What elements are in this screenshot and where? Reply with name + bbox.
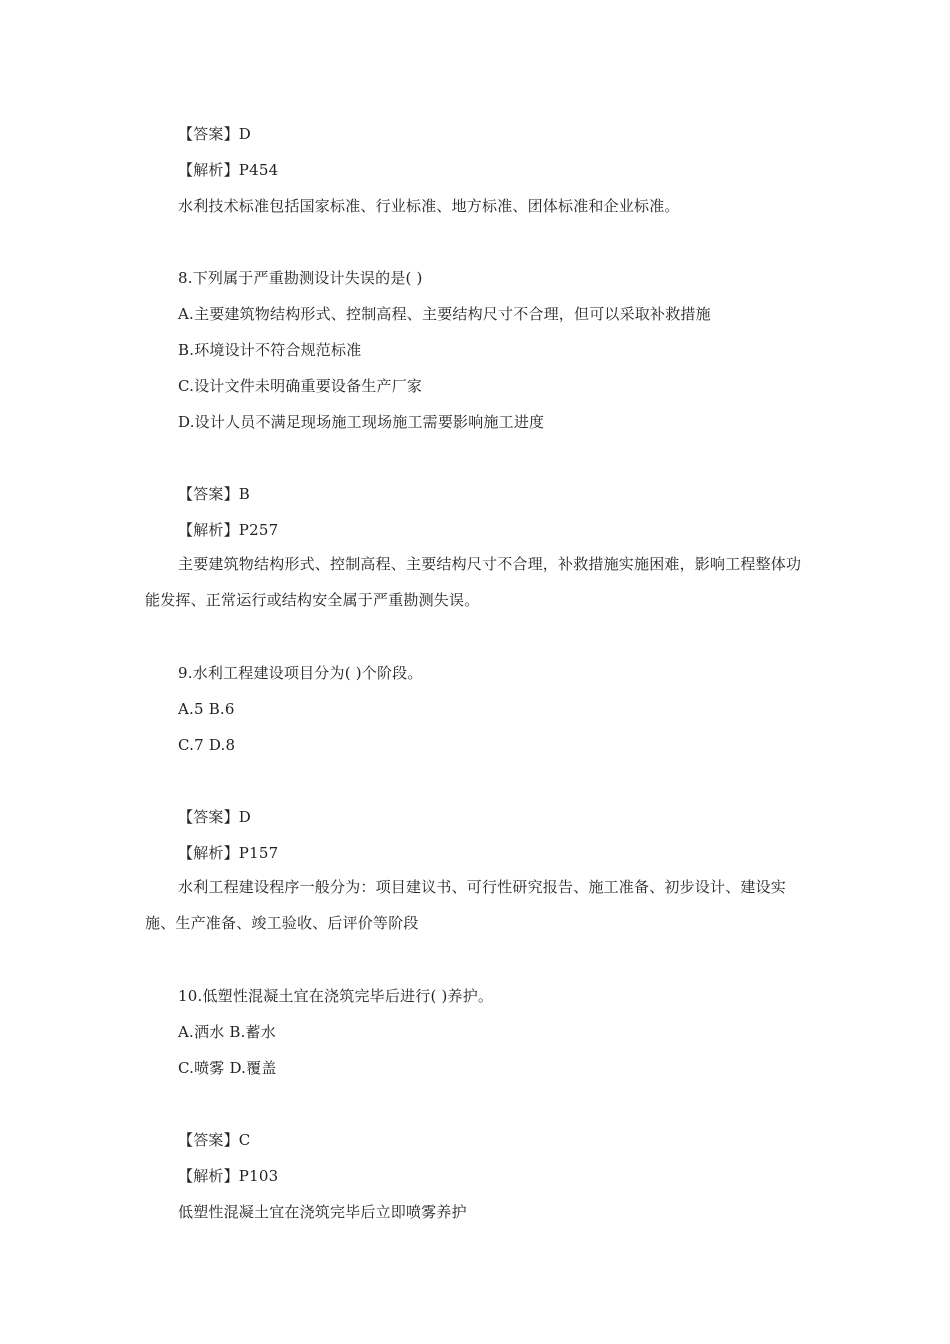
question-10-options-cd: C.喷雾 D.覆盖 [178, 1059, 277, 1077]
answer-8: 【答案】B [178, 485, 251, 503]
analysis-9: 【解析】P157 [178, 844, 279, 862]
analysis-8: 【解析】P257 [178, 521, 279, 539]
question-10-options-ab: A.洒水 B.蓄水 [178, 1023, 276, 1041]
explanation-7: 水利技术标准包括国家标准、行业标准、地方标准、团体标准和企业标准。 [178, 197, 680, 215]
question-9-options-ab: A.5 B.6 [178, 700, 235, 718]
analysis-10: 【解析】P103 [178, 1167, 279, 1185]
question-8-option-d: D.设计人员不满足现场施工现场施工需要影响施工进度 [178, 413, 545, 431]
question-8-option-c: C.设计文件未明确重要设备生产厂家 [178, 377, 423, 395]
question-8: 8.下列属于严重勘测设计失误的是( ) [178, 269, 423, 287]
question-10: 10.低塑性混凝土宜在浇筑完毕后进行( )养护。 [178, 987, 494, 1005]
answer-7: 【答案】D [178, 125, 252, 143]
explanation-9: 水利工程建设程序一般分为：项目建议书、可行性研究报告、施工准备、初步设计、建设实施、生产准备、竣工验收、后评价等阶段 [145, 878, 787, 932]
question-9-options-cd: C.7 D.8 [178, 736, 236, 754]
question-8-option-a: A.主要建筑物结构形式、控制高程、主要结构尺寸不合理，但可以采取补救措施 [178, 305, 711, 323]
answer-9: 【答案】D [178, 808, 252, 826]
explanation-10: 低塑性混凝土宜在浇筑完毕后立即喷雾养护 [178, 1203, 467, 1221]
question-9: 9.水利工程建设项目分为( )个阶段。 [178, 664, 423, 682]
question-8-option-b: B.环境设计不符合规范标准 [178, 341, 362, 359]
analysis-7: 【解析】P454 [178, 161, 279, 179]
answer-10: 【答案】C [178, 1131, 251, 1149]
explanation-8: 主要建筑物结构形式、控制高程、主要结构尺寸不合理，补救措施实施困难，影响工程整体功能发挥、正常运行或结构安全属于严重勘测失误。 [145, 555, 802, 609]
